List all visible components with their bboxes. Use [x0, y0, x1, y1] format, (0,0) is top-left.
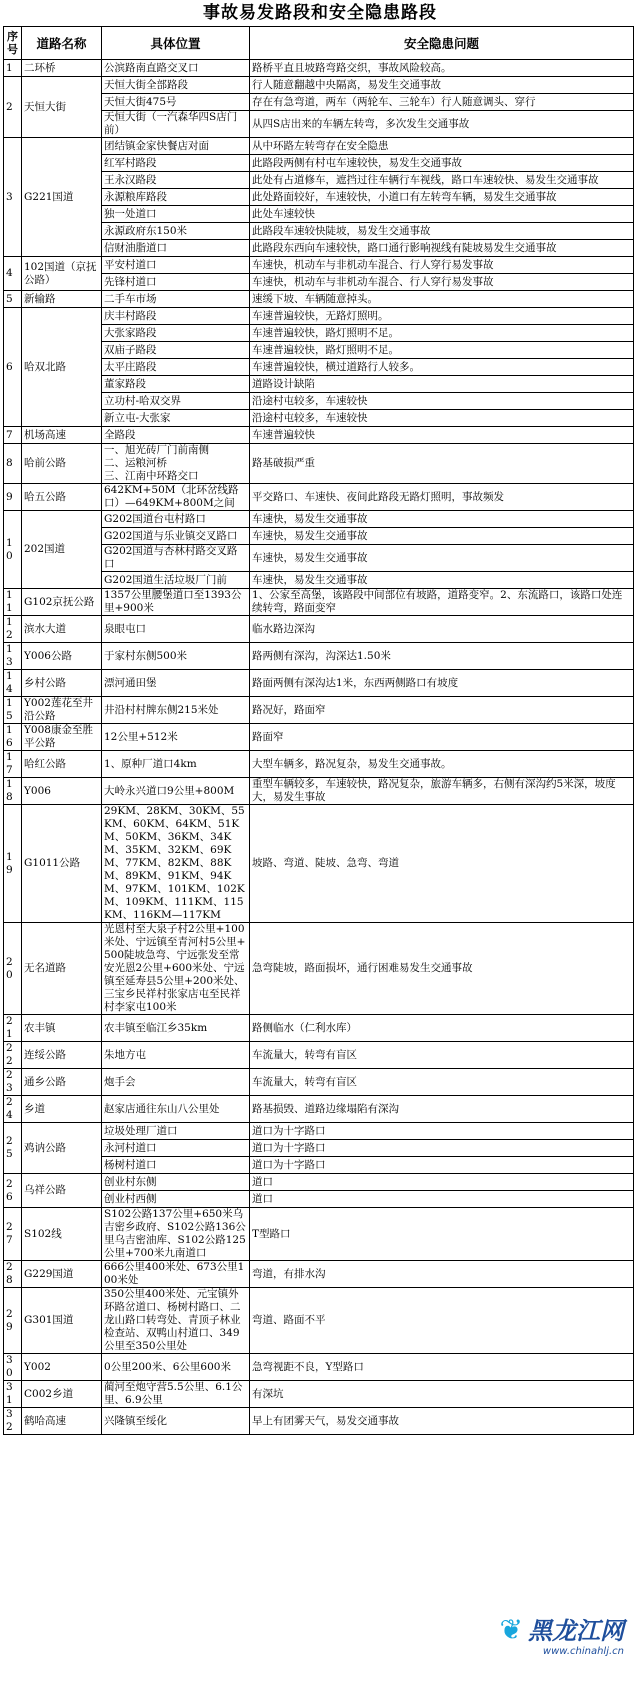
table-row	[4, 1408, 634, 1435]
location-cell: 先锋村道口	[102, 274, 250, 291]
road-name-cell: 哈前公路	[22, 444, 102, 484]
table-row	[4, 724, 634, 751]
row-number: 31	[4, 1381, 22, 1408]
hazard-cell: 此处车速较快	[250, 206, 634, 223]
location-cell: 漂河通田堡	[102, 670, 250, 697]
watermark-url: www.chinahlj.cn	[542, 1646, 624, 1657]
row-number: 15	[4, 697, 22, 724]
location-cell: 12公里+512米	[102, 724, 250, 751]
hazard-cell: 车速普遍较快，路灯照明不足。	[250, 325, 634, 342]
road-name-cell: 天恒大街	[22, 77, 102, 138]
hazard-cell: 路面两侧有深沟达1米，东西两侧路口有坡度	[250, 670, 634, 697]
hazard-cell: 路基损毁、道路边缘塌陷有深沟	[250, 1096, 634, 1123]
location-cell: 蔺河至炮守营5.5公里、6.1公里、6.9公里	[102, 1381, 250, 1408]
hazard-cell: 车流量大，转弯有盲区	[250, 1069, 634, 1096]
table-row	[4, 643, 634, 670]
row-number: 22	[4, 1042, 22, 1069]
hazard-cell: 存在有急弯道，两车（两轮车、三轮车）行人随意调头、穿行	[250, 94, 634, 111]
hazard-cell: 路桥平直且坡路弯路交织，事故风险较高。	[250, 60, 634, 77]
header-location: 具体位置	[102, 27, 250, 60]
location-cell: 平安村道口	[102, 257, 250, 274]
header-number: 序号	[4, 27, 22, 60]
row-number: 7	[4, 427, 22, 444]
row-number: 23	[4, 1069, 22, 1096]
watermark	[499, 1611, 624, 1657]
hazard-cell: 此处有占道修车，遮挡过往车辆行车视线，路口车速较快、易发生交通事故	[250, 172, 634, 189]
row-number: 26	[4, 1174, 22, 1208]
road-name-cell: C002乡道	[22, 1381, 102, 1408]
road-name-cell: G1011公路	[22, 805, 102, 923]
table-row	[4, 923, 634, 1015]
hazard-cell: 此路段东西向车速较快，路口通行影响视线有陡坡易发生交通事故	[250, 240, 634, 257]
hazard-cell: 道路设计缺陷	[250, 376, 634, 393]
hazard-cell: 车速普遍较快	[250, 427, 634, 444]
location-cell: 红军村路段	[102, 155, 250, 172]
hazard-cell: 路况好，路面窄	[250, 697, 634, 724]
location-cell: 泉眼屯口	[102, 616, 250, 643]
row-number: 1	[4, 60, 22, 77]
location-cell: G202国道与杏林村路交叉路口	[102, 545, 250, 572]
row-number: 10	[4, 511, 22, 589]
table-row	[4, 427, 634, 444]
hazard-cell: 此路段两侧有村屯车速较快，易发生交通事故	[250, 155, 634, 172]
road-name-cell: G229国道	[22, 1261, 102, 1288]
location-cell: 天恒大街（一汽森华四S店门前）	[102, 111, 250, 138]
location-cell: 杨树村道口	[102, 1157, 250, 1174]
hazard-cell: 有深坑	[250, 1381, 634, 1408]
road-name-cell: 102国道（京抚公路）	[22, 257, 102, 291]
road-name-cell: 乌祥公路	[22, 1174, 102, 1208]
hazard-cell: 路两侧有深沟，沟深达1.50米	[250, 643, 634, 670]
hazard-cell: 早上有团雾天气，易发交通事故	[250, 1408, 634, 1435]
page-title: 事故易发路段和安全隐患路段	[203, 3, 437, 23]
road-name-cell: 连绥公路	[22, 1042, 102, 1069]
road-name-cell: 乡道	[22, 1096, 102, 1123]
row-number: 3	[4, 138, 22, 257]
road-name-cell: 202国道	[22, 511, 102, 589]
hazard-table	[3, 26, 634, 1435]
road-name-cell: Y006公路	[22, 643, 102, 670]
road-name-cell: 鹤哈高速	[22, 1408, 102, 1435]
location-cell: 太平庄路段	[102, 359, 250, 376]
hazard-cell: 弯道，有排水沟	[250, 1261, 634, 1288]
hazard-cell: 1、公家至高堡，该路段中间部位有坡路，道路变窄。2、东流路口，该路口处连续转弯，路面变窄	[250, 589, 634, 616]
road-name-cell: 乡村公路	[22, 670, 102, 697]
hazard-cell: 从四S店出来的车辆左转弯，多次发生交通事故	[250, 111, 634, 138]
location-cell: 创业村东侧	[102, 1174, 250, 1191]
table-row	[4, 670, 634, 697]
location-cell: 二手车市场	[102, 291, 250, 308]
hazard-cell: 道口为十字路口	[250, 1140, 634, 1157]
location-cell: S102公路137公里+650米乌吉密乡政府、S102公路136公里乌吉密油库、S102公路125公里+700米九南道口	[102, 1208, 250, 1261]
row-number: 32	[4, 1408, 22, 1435]
location-cell: G202国道与乐业镇交叉路口	[102, 528, 250, 545]
hazard-cell: 急弯陡坡，路面损坏，通行困难易发生交通事故	[250, 923, 634, 1015]
table-body	[4, 60, 634, 1435]
row-number: 17	[4, 751, 22, 778]
hazard-cell: 大型车辆多，路况复杂，易发生交通事故。	[250, 751, 634, 778]
hazard-cell: 急弯视距不良，Y型路口	[250, 1354, 634, 1381]
row-number: 29	[4, 1288, 22, 1354]
table-row	[4, 697, 634, 724]
row-number: 9	[4, 484, 22, 511]
hazard-cell: 弯道、路面不平	[250, 1288, 634, 1354]
row-number: 16	[4, 724, 22, 751]
header-hazard: 安全隐患问题	[250, 27, 634, 60]
hazard-cell: 路侧临水（仁利水库）	[250, 1015, 634, 1042]
hazard-cell: 此处路面较好，车速较快，小道口有左转弯车辆，易发生交通事故	[250, 189, 634, 206]
location-cell: 王永汉路段	[102, 172, 250, 189]
hazard-cell: 重型车辆较多，车速较快，路况复杂，旅游车辆多，右侧有深沟约5米深，坡度大，易发生事故	[250, 778, 634, 805]
row-number: 13	[4, 643, 22, 670]
location-cell: 井沿村村牌东侧215米处	[102, 697, 250, 724]
location-cell: G202国道生活垃圾厂门前	[102, 572, 250, 589]
location-cell: 666公里400米处、673公里100米处	[102, 1261, 250, 1288]
road-name-cell: 通乡公路	[22, 1069, 102, 1096]
location-cell: 团结镇金家快餐店对面	[102, 138, 250, 155]
road-name-cell: 鸡讷公路	[22, 1123, 102, 1174]
location-cell: 双庙子路段	[102, 342, 250, 359]
hazard-cell: 路基破损严重	[250, 444, 634, 484]
table-row	[4, 257, 634, 274]
location-cell: 庆丰村路段	[102, 308, 250, 325]
table-row	[4, 1354, 634, 1381]
hazard-cell: 车速快，易发生交通事故	[250, 545, 634, 572]
road-name-cell: 滨水大道	[22, 616, 102, 643]
location-cell: 董家路段	[102, 376, 250, 393]
table-row	[4, 778, 634, 805]
road-name-cell: Y006	[22, 778, 102, 805]
table-row	[4, 1174, 634, 1191]
road-name-cell: 机场高速	[22, 427, 102, 444]
location-cell: 永源政府东150米	[102, 223, 250, 240]
location-cell: 天恒大街475号	[102, 94, 250, 111]
location-cell: 29KM、28KM、30KM、55KM、60KM、64KM、51KM、50KM、36KM、34KM、35KM、32KM、69KM、77KM、82KM、88KM、89KM、91KM、94KM、97KM、101KM、102KM、109KM、111KM、115KM、116KM—117KM	[102, 805, 250, 923]
location-cell: 全路段	[102, 427, 250, 444]
hazard-cell: 平交路口、车速快、夜间此路段无路灯照明，事故频发	[250, 484, 634, 511]
hazard-cell: 此路段车速较快陡坡，易发生交通事故	[250, 223, 634, 240]
location-cell: 于家村东侧500米	[102, 643, 250, 670]
hazard-cell: 车速普遍较快，路灯照明不足。	[250, 342, 634, 359]
row-number: 11	[4, 589, 22, 616]
hazard-cell: 临水路边深沟	[250, 616, 634, 643]
hazard-cell: 速缓下坡、车辆随意掉头。	[250, 291, 634, 308]
table-header-row	[4, 27, 634, 60]
hazard-cell: 路面窄	[250, 724, 634, 751]
road-name-cell: Y002	[22, 1354, 102, 1381]
table-row	[4, 1096, 634, 1123]
road-name-cell: Y008康金至胜平公路	[22, 724, 102, 751]
hazard-cell: 沿途村屯较多，车速较快	[250, 393, 634, 410]
location-cell: 信财油脂道口	[102, 240, 250, 257]
hazard-cell: 车流量大，转弯有盲区	[250, 1042, 634, 1069]
row-number: 4	[4, 257, 22, 291]
table-row	[4, 616, 634, 643]
row-number: 2	[4, 77, 22, 138]
row-number: 30	[4, 1354, 22, 1381]
hazard-cell: 道口为十字路口	[250, 1123, 634, 1140]
location-cell: 大张家路段	[102, 325, 250, 342]
row-number: 18	[4, 778, 22, 805]
location-cell: 垃圾处理厂道口	[102, 1123, 250, 1140]
row-number: 24	[4, 1096, 22, 1123]
hazard-cell: 行人随意翻越中央隔离，易发生交通事故	[250, 77, 634, 94]
table-row	[4, 484, 634, 511]
table-row	[4, 1261, 634, 1288]
table-row	[4, 1015, 634, 1042]
road-name-cell: G102京抚公路	[22, 589, 102, 616]
table-row	[4, 77, 634, 94]
row-number: 8	[4, 444, 22, 484]
road-name-cell: S102线	[22, 1208, 102, 1261]
table-row	[4, 1288, 634, 1354]
hazard-cell: 车速快，易发生交通事故	[250, 528, 634, 545]
location-cell: 天恒大街全部路段	[102, 77, 250, 94]
location-cell: 350公里400米处、元宝镇外环路岔道口、杨树村路口、二龙山路口转弯处、青顶子林业检查站、双鸭山村道口、349公里至350公里处	[102, 1288, 250, 1354]
row-number: 25	[4, 1123, 22, 1174]
row-number: 21	[4, 1015, 22, 1042]
road-name-cell: Y002莲花至井沿公路	[22, 697, 102, 724]
location-cell: 永源粮库路段	[102, 189, 250, 206]
table-row	[4, 1208, 634, 1261]
location-cell: 1、原种厂道口4km	[102, 751, 250, 778]
location-cell: 0公里200米、6公里600米	[102, 1354, 250, 1381]
logo-mark-icon: ❦	[499, 1613, 523, 1646]
table-row	[4, 1123, 634, 1140]
hazard-cell: 车速快，易发生交通事故	[250, 511, 634, 528]
hazard-cell: 道口	[250, 1174, 634, 1191]
row-number: 19	[4, 805, 22, 923]
table-row	[4, 1381, 634, 1408]
table-row	[4, 60, 634, 77]
table-row	[4, 138, 634, 155]
table-row	[4, 1069, 634, 1096]
table-row	[4, 1042, 634, 1069]
location-cell: 光恩村至大泉子村2公里+100米处、宁远镇至青河村5公里+500陡坡急弯、宁远张发至常安光恩2公里+600米处、宁远镇至延寿县5公里+200米处、三宝乡民祥村张家店屯至民祥村李家屯100米	[102, 923, 250, 1015]
table-row	[4, 805, 634, 923]
road-name-cell: 哈五公路	[22, 484, 102, 511]
row-number: 6	[4, 308, 22, 427]
table-row	[4, 511, 634, 528]
row-number: 27	[4, 1208, 22, 1261]
hazard-cell: 车速快，易发生交通事故	[250, 572, 634, 589]
location-cell: 赵家店通往东山八公里处	[102, 1096, 250, 1123]
location-cell: 一、旭光砖厂门前南侧 二、运粮河桥 三、江南中环路交口	[102, 444, 250, 484]
row-number: 14	[4, 670, 22, 697]
hazard-cell: 坡路、弯道、陡坡、急弯、弯道	[250, 805, 634, 923]
road-name-cell: G301国道	[22, 1288, 102, 1354]
location-cell: 1357公里腰堡道口至1393公里+900米	[102, 589, 250, 616]
location-cell: 永河村道口	[102, 1140, 250, 1157]
watermark-logo: 黑龙江网	[528, 1617, 624, 1645]
location-cell: 炮手会	[102, 1069, 250, 1096]
hazard-cell: 道口	[250, 1191, 634, 1208]
hazard-cell: 车速快，机动车与非机动车混合、行人穿行易发事故	[250, 274, 634, 291]
hazard-cell: 车速普遍较快，无路灯照明。	[250, 308, 634, 325]
table-row	[4, 444, 634, 484]
hazard-cell: 车速快，机动车与非机动车混合、行人穿行易发事故	[250, 257, 634, 274]
hazard-cell: 从中环路左转弯存在安全隐患	[250, 138, 634, 155]
location-cell: 立功村-哈双交界	[102, 393, 250, 410]
hazard-cell: 沿途村屯较多，车速较快	[250, 410, 634, 427]
hazard-cell: 车速普遍较快，横过道路行人较多。	[250, 359, 634, 376]
row-number: 5	[4, 291, 22, 308]
location-cell: 创业村西侧	[102, 1191, 250, 1208]
location-cell: 兴隆镇至绥化	[102, 1408, 250, 1435]
location-cell: 642KM+50M（北环岔线路口）—649KM+800M之间	[102, 484, 250, 511]
row-number: 12	[4, 616, 22, 643]
location-cell: G202国道台屯村路口	[102, 511, 250, 528]
road-name-cell: 无名道路	[22, 923, 102, 1015]
hazard-cell: T型路口	[250, 1208, 634, 1261]
table-row	[4, 308, 634, 325]
location-cell: 农丰镇至临江乡35km	[102, 1015, 250, 1042]
road-name-cell: G221国道	[22, 138, 102, 257]
location-cell: 大岭永兴道口9公里+800M	[102, 778, 250, 805]
hazard-cell: 道口为十字路口	[250, 1157, 634, 1174]
location-cell: 独一处道口	[102, 206, 250, 223]
road-name-cell: 哈双北路	[22, 308, 102, 427]
road-name-cell: 二环桥	[22, 60, 102, 77]
road-name-cell: 农丰镇	[22, 1015, 102, 1042]
table-row	[4, 751, 634, 778]
table-row	[4, 589, 634, 616]
location-cell: 公滨路南直路交叉口	[102, 60, 250, 77]
header-road-name: 道路名称	[22, 27, 102, 60]
road-name-cell: 哈红公路	[22, 751, 102, 778]
location-cell: 朱地方屯	[102, 1042, 250, 1069]
table-row	[4, 291, 634, 308]
location-cell: 新立屯-大张家	[102, 410, 250, 427]
row-number: 28	[4, 1261, 22, 1288]
road-name-cell: 新输路	[22, 291, 102, 308]
row-number: 20	[4, 923, 22, 1015]
